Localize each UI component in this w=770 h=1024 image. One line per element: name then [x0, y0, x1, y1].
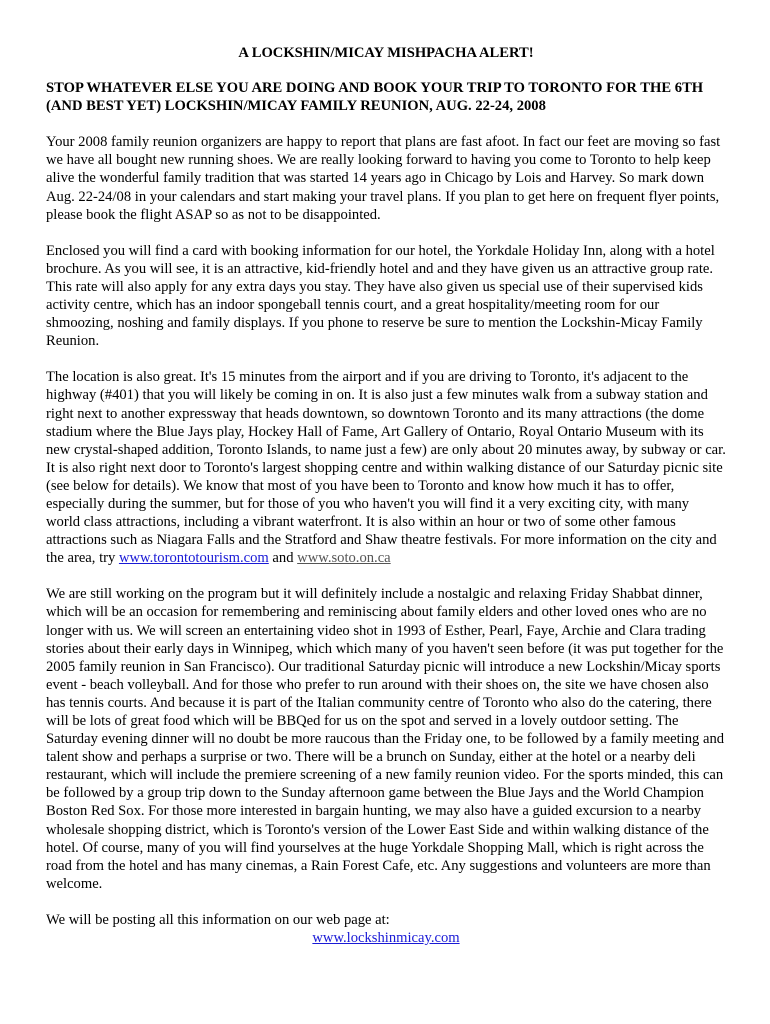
family-website-link[interactable]: www.lockshinmicay.com: [312, 930, 460, 947]
letter-title: A LOCKSHIN/MICAY MISHPACHA ALERT!: [238, 45, 534, 61]
paragraph-program: We are still working on the program but it will definitely include a nostalgic and relaxing Friday Shabbat dinner, which will be an occasion for remembering and reminiscing about family elders and other loved ones who are no longer with us. We will screen an entertaining video shot in 1993 of Esther, Pearl, Faye, Archie and Clara trading stories about their early days in Winnipeg, which which many of you haven't seen before (it was put together for the 2005 family reunion in San Francisco). Our traditional Saturday picnic will introduce a new Lockshin/Micay sports event - beach volleyball. And for those who prefer to run around with their shoes on, the site we have chosen also has tennis courts. And because it is part of the Italian community centre of Toronto who also do the catering, there will be lots of great food which will be BBQed for us on the spot and served in a lovely outdoor setting. The Saturday evening dinner will no doubt be more raucous than the Friday one, to be followed by a family meeting and talent show and perhaps a surprise or two. There will be a brunch on Sunday, either at the hotel or a nearby deli restaurant, which will include the premiere screening of a new family reunion video. For the sports minded, this can be followed by a group trip down to the Sunday afternoon game between the Blue Jays and the World Champion Boston Red Sox. For those more interested in bargain hunting, we may also have a guided excursion to a nearby wholesale shopping district, which is Toronto's version of the Lower East Side and within walking distance of the hotel. Of course, many of you will find yourselves at the huge Yorkdale Shopping Mall, which is right across the road from the hotel and has many cinemas, a Rain Forest Cafe, etc. Any suggestions and volunteers are more than welcome.: [46, 586, 725, 892]
link-separator: and: [268, 550, 298, 567]
paragraph-hotel: Enclosed you will find a card with booking information for our hotel, the Yorkdale Holiday Inn, along with a hotel brochure. As you will see, it is an attractive, kid-friendly hotel and and they have given us an attractive group rate. This rate will also apply for any extra days you stay. They have also given us special use of their supervised kids activity centre, which has an indoor spongeball tennis court, and a great hospitality/meeting room for our shmoozing, noshing and family displays. If you phone to reserve be sure to mention the Lockshin-Micay Family Reunion.: [46, 242, 715, 350]
paragraph-location: [46, 368, 726, 567]
closing-text: We will be posting all this information on our web page at:: [46, 911, 390, 928]
soto-link[interactable]: www.soto.on.ca: [297, 550, 391, 567]
toronto-tourism-link[interactable]: www.torontotourism.com: [118, 550, 269, 567]
headline: STOP WHATEVER ELSE YOU ARE DOING AND BOOK YOUR TRIP TO TORONTO FOR THE 6TH (AND BEST YET) LOCKSHIN/MICAY FAMILY REUNION, AUG. 22-24, 2008: [46, 80, 704, 115]
paragraph-intro: Your 2008 family reunion organizers are happy to report that plans are fast afoot. In fact our feet are moving so fast we have all bought new running shoes. We are really looking forward to having you come to Toronto to help keep alive the wonderful family tradition that was started 14 years ago in Chicago by Lois and Harvey. So mark down Aug. 22-24/08 in your calendars and start making your travel plans. If you plan to get here on frequent flyer points, please book the flight ASAP so as not to be disappointed.: [46, 134, 721, 223]
paragraph-location-text: The location is also great. It's 15 minutes from the airport and if you are driving to Toronto, it's adjacent to the highway (#401) that you will likely be coming in on. It is also just a few minutes walk from a subway station and right next to another expressway that heads downtown, so downtown Toronto and its many attractions (the dome stadium where the Blue Jays play, Hockey Hall of Fame, Art Gallery of Ontario, Royal Ontario Museum with its new crystal-shaped addition, Toronto Islands, to name just a few) are only about 20 minutes away, by subway or car. It is also right next door to Toronto's largest shopping centre and within walking distance of our Saturday picnic site (see below for details). We know that most of you have been to Toronto and know how much it has to offer, especially during the summer, but for those of you who haven't you will find it a very exciting city, with many world class attractions, including a vibrant waterfront. It is also within an hour or two of some other famous attractions such as Niagara Falls and the Stratford and Shaw theatre festivals. For more information on the city and the area, try: [46, 369, 726, 567]
